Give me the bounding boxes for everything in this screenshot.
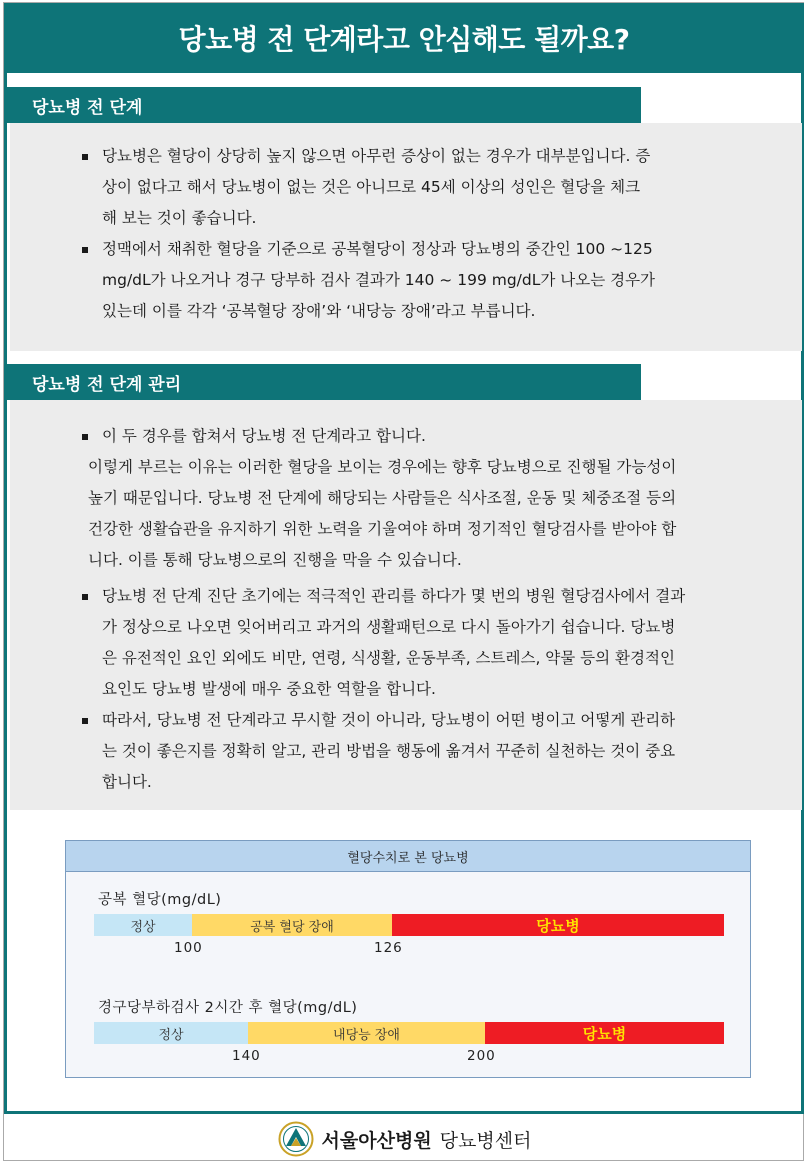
fasting-tick-100: 100: [174, 940, 203, 956]
section-header-label: 당뇨병 전 단계: [32, 97, 143, 118]
ogtt-diabetes-segment: 당뇨병: [485, 1022, 724, 1044]
section-header-label: 당뇨병 전 단계 관리: [32, 374, 182, 395]
ogtt-tick-200: 200: [467, 1048, 496, 1064]
chart-title: [66, 841, 750, 872]
text-line: 당뇨병은 혈당이 상당히 높지 않으면 아무런 증상이 없는 경우가 대부분입니다. 증: [102, 147, 651, 165]
text-line: 당뇨병 전 단계 진단 초기에는 적극적인 관리를 하다가 몇 번의 병원 혈당검사에서 결과: [102, 587, 686, 605]
list-item: [78, 581, 758, 705]
bottom-border: [4, 1111, 804, 1114]
text-line: 이 두 경우를 합쳐서 당뇨병 전 단계라고 합니다.: [102, 427, 426, 445]
footer: [0, 1118, 809, 1160]
bullet-list: [78, 141, 738, 327]
glucose-range-chart: [65, 840, 751, 1078]
ogtt-normal-segment: 정상: [94, 1022, 248, 1044]
chart-body: [66, 872, 750, 1077]
text-line: 요인도 당뇨병 발생에 매우 중요한 역할을 합니다.: [102, 680, 436, 698]
center-name: 당뇨병센터: [439, 1129, 532, 1152]
fasting-impaired-segment: 공복 혈당 장애: [192, 914, 392, 936]
paragraph: [88, 452, 778, 576]
text-line: 은 유전적인 요인 외에도 비만, 연령, 식생활, 운동부족, 스트레스, 약물 등의 환경적인: [102, 649, 675, 667]
list-item: [78, 234, 738, 327]
text-line: 합니다.: [102, 773, 152, 791]
fasting-normal-segment: 정상: [94, 914, 192, 936]
chart-title-text: 혈당수치로 본 당뇨병: [347, 850, 469, 866]
asan-medical-center-logo-icon: [278, 1121, 314, 1157]
fasting-glucose-label: 공복 혈당(mg/dL): [98, 892, 222, 908]
fasting-tick-126: 126: [374, 940, 403, 956]
left-border: [4, 73, 7, 1113]
section-header-prediabetes: [4, 87, 641, 123]
section-header-management: [4, 364, 641, 400]
text-line: 니다. 이를 통해 당뇨병으로의 진행을 막을 수 있습니다.: [88, 551, 462, 569]
ogtt-glucose-label: 경구당부하검사 2시간 후 혈당(mg/dL): [98, 1000, 358, 1016]
section-body-management: [10, 400, 802, 810]
bullet-list: [78, 421, 758, 452]
section-body-prediabetes: [10, 123, 802, 351]
fasting-diabetes-segment: 당뇨병: [392, 914, 724, 936]
text-line: 있는데 이를 각각 ‘공복혈당 장애’와 ‘내당능 장애’라고 부릅니다.: [102, 302, 536, 320]
text-line: 높기 때문입니다. 당뇨병 전 단계에 해당되는 사람들은 식사조절, 운동 및 체중조절 등의: [88, 489, 677, 507]
list-item: [78, 421, 758, 452]
bullet-list: [78, 581, 758, 798]
ogtt-tick-140: 140: [232, 1048, 261, 1064]
hospital-name: 서울아산병원: [321, 1129, 432, 1152]
ogtt-glucose-bar: [94, 1022, 724, 1044]
text-line: 이렇게 부르는 이유는 이러한 혈당을 보이는 경우에는 향후 당뇨병으로 진행될 가능성이: [88, 458, 677, 476]
page-title-text: 당뇨병 전 단계라고 안심해도 될까요?: [178, 23, 630, 56]
text-line: 상이 없다고 해서 당뇨병이 없는 것은 아니므로 45세 이상의 성인은 혈당을 체크: [102, 178, 641, 196]
text-line: 는 것이 좋은지를 정확히 알고, 관리 방법을 행동에 옮겨서 꾸준히 실천하는 것이 중요: [102, 742, 676, 760]
text-line: mg/dL가 나오거나 경구 당부하 검사 결과가 140 ~ 199 mg/dL가 나오는 경우가: [102, 271, 656, 289]
ogtt-impaired-segment: 내당능 장애: [248, 1022, 485, 1044]
page-title: [4, 3, 804, 73]
list-item: [78, 141, 738, 234]
text-line: 해 보는 것이 좋습니다.: [102, 209, 257, 227]
fasting-glucose-bar: [94, 914, 724, 936]
text-line: 정맥에서 채취한 혈당을 기준으로 공복혈당이 정상과 당뇨병의 중간인 100 ~125: [102, 240, 653, 258]
text-line: 건강한 생활습관을 유지하기 위한 노력을 기울여야 하며 정기적인 혈당검사를 받아야 합: [88, 520, 677, 538]
text-line: 따라서, 당뇨병 전 단계라고 무시할 것이 아니라, 당뇨병이 어떤 병이고 어떻게 관리하: [102, 711, 676, 729]
list-item: [78, 705, 758, 798]
text-line: 가 정상으로 나오면 잊어버리고 과거의 생활패턴으로 다시 돌아가기 쉽습니다. 당뇨병: [102, 618, 676, 636]
